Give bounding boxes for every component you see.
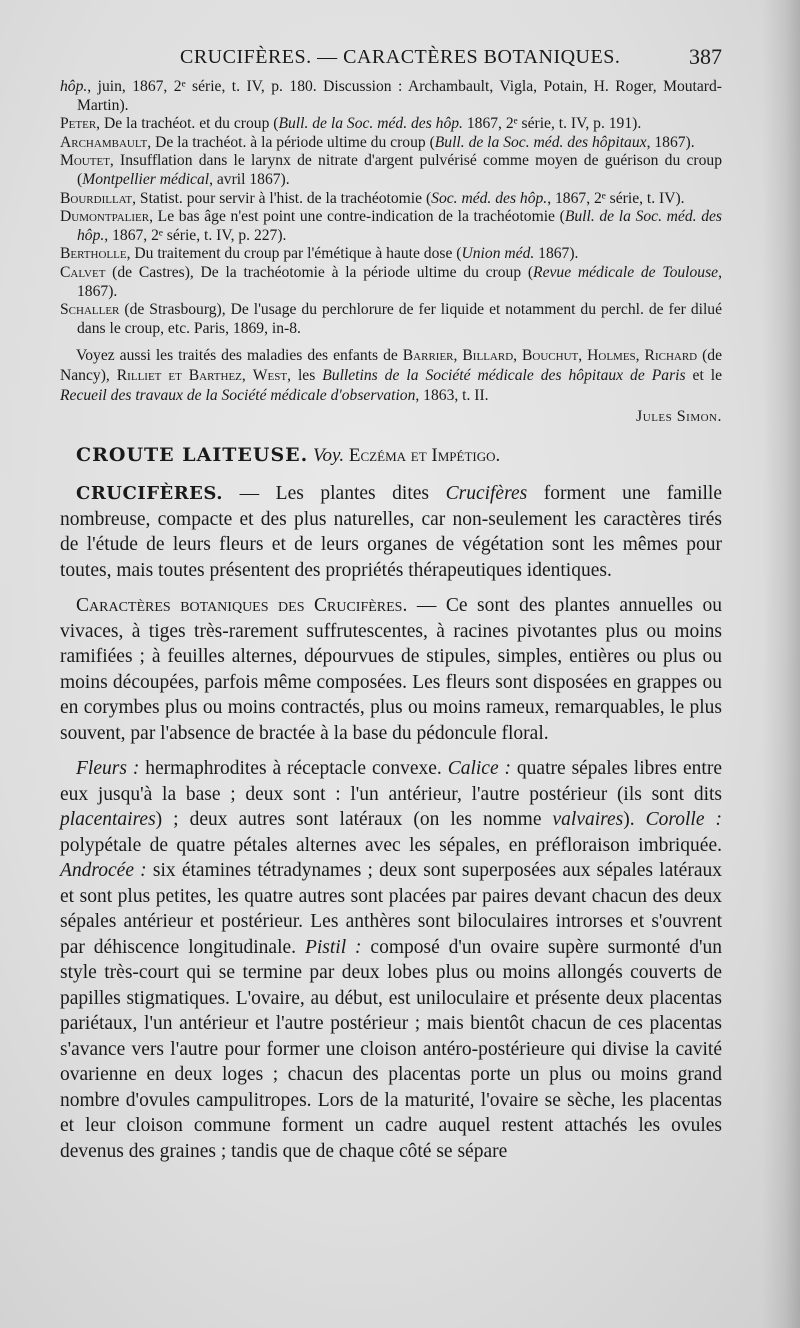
reference-item: Archambault, De la trachéot. à la période ultime du croup (Bull. de la Soc. méd. des hôpitaux, 1867). — [60, 133, 695, 151]
reference-item: Dumontpalier, Le bas âge n'est point une contre-indication de la trachéotomie (Bull. de la Soc. méd. des hôp., 1867, 2ᵉ série, t. IV, p. 227). — [60, 208, 722, 244]
reference-item: Schaller (de Strasbourg), De l'usage du perchlorure de fer liquide et notamment du perchl. de fer dilué dans le croup, etc. Paris, 1869, in-8. — [60, 301, 722, 337]
running-head: CRUCIFÈRES. — CARACTÈRES BOTANIQUES. — [180, 46, 621, 68]
bibliography — [60, 78, 722, 338]
section-caracteres-botaniques: Caractères botaniques des Crucifères. — Ce sont des plantes annuelles ou vivaces, à tiges très-rarement suffrutescentes, à racines pivotantes plus ou moins ramifiées ; à feuilles alternes, dépourvues de stipules, simples, entières ou plus ou moins découpées, parfois même composées. Les fleurs sont disposées en grappes ou en corymbes plus ou moins contractés, plus ou moins rameux, remarquables, le plus souvent, par l'absence de bractée à la base du pédoncule floral. — [60, 595, 722, 744]
section-heading: Caractères botaniques des Crucifères. — [76, 595, 408, 617]
page-header — [60, 30, 722, 78]
see-also-paragraph: Voyez aussi les traités des maladies des enfants de Barrier, Billard, Bouchut, Holmes, Richard (de Nancy), Rilliet et Barthez, West, les Bulletins de la Société médicale des hôpitaux de Paris et le Recueil des travaux de la Société médicale d'observation, 1863, t. II. — [60, 347, 723, 405]
reference-item: Bertholle, Du traitement du croup par l'émétique à haute dose (Union méd. 1867). — [60, 245, 579, 263]
entry-cruciferes: CRUCIFÈRES. — Les plantes dites Crucifères forment une famille nombreuse, compacte et des plus naturelles, car non-seulement les caractères tirés de l'étude de leurs fleurs et de leurs organes de végétation sont les mêmes pour toutes, mais toutes présentent des propriétés thérapeutiques identiques. — [60, 483, 723, 581]
entry-headword: CROUTE LAITEUSE. — [76, 444, 309, 467]
reference-item: Calvet (de Castres), De la trachéotomie à la période ultime du croup (Revue médicale de Toulouse, 1867). — [60, 263, 722, 300]
page-content — [60, 30, 722, 1164]
entry-headword: CRUCIFÈRES. — [76, 483, 224, 505]
reference-item: Moutet, Insufflation dans le larynx de nitrate d'argent pulvérisé comme moyen de guérison du croup (Montpellier médical, avril 1867). — [60, 152, 722, 188]
reference-item: Bourdillat, Statist. pour servir à l'hist. de la trachéotomie (Soc. méd. des hôp., 1867, 2ᵉ série, t. IV). — [60, 189, 685, 207]
entry-croute-laiteuse: CROUTE LAITEUSE. Voy. Eczéma et Impétigo. — [76, 444, 501, 467]
paragraph-fleurs: Fleurs : hermaphrodites à réceptacle convexe. Calice : quatre sépales libres entre eux jusqu'à la base ; deux sont : l'un antérieur, l'autre postérieur (ils sont dits placentaires) ; deux autres sont latéraux (on les nomme valvaires). Corolle : polypétale de quatre pétales alternes avec les sépales, en préfloraison imbriquée. Androcée : six étamines tétradynames ; deux sont superposées aux sépales latéraux et sont plus petites, les quatre autres sont placées par paires devant chacun des deux sépales antérieur et postérieur. Les anthères sont biloculaires introrses et s'ouvrent par déhiscence longitudinale. Pistil : composé d'un ovaire supère surmonté d'un style très-court qui se termine par deux lobes plus ou moins allongés couverts de papilles stigmatiques. L'ovaire, au début, est uniloculaire et présente deux placentas pariétaux, l'un antérieur et l'autre postérieur ; mais bientôt chacun de ces placentas s'avance vers l'autre pour former une cloison antéro-postérieure qui divise la cavité ovarienne en deux loges ; chacun des placentas porte un plus ou moins grand nombre d'ovules campulitropes. Lors de la maturité, l'ovaire se sèche, les placentas et leur cloison commune forment un cadre auquel restent attachés les ovules devenus des graines ; tandis que de chaque côté se sépare — [60, 758, 722, 1162]
page-number: 387 — [689, 44, 722, 69]
author-signature: Jules Simon. — [636, 408, 722, 426]
reference-item: hôp., juin, 1867, 2ᵉ série, t. IV, p. 180. Discussion : Archambault, Vigla, Potain, H. Roger, Moutard-Martin). — [60, 78, 722, 114]
page-edge-shadow — [762, 0, 800, 1328]
reference-item: Peter, De la trachéot. et du croup (Bull. de la Soc. méd. des hôp. 1867, 2ᵉ série, t. IV, p. 191). — [60, 115, 642, 133]
